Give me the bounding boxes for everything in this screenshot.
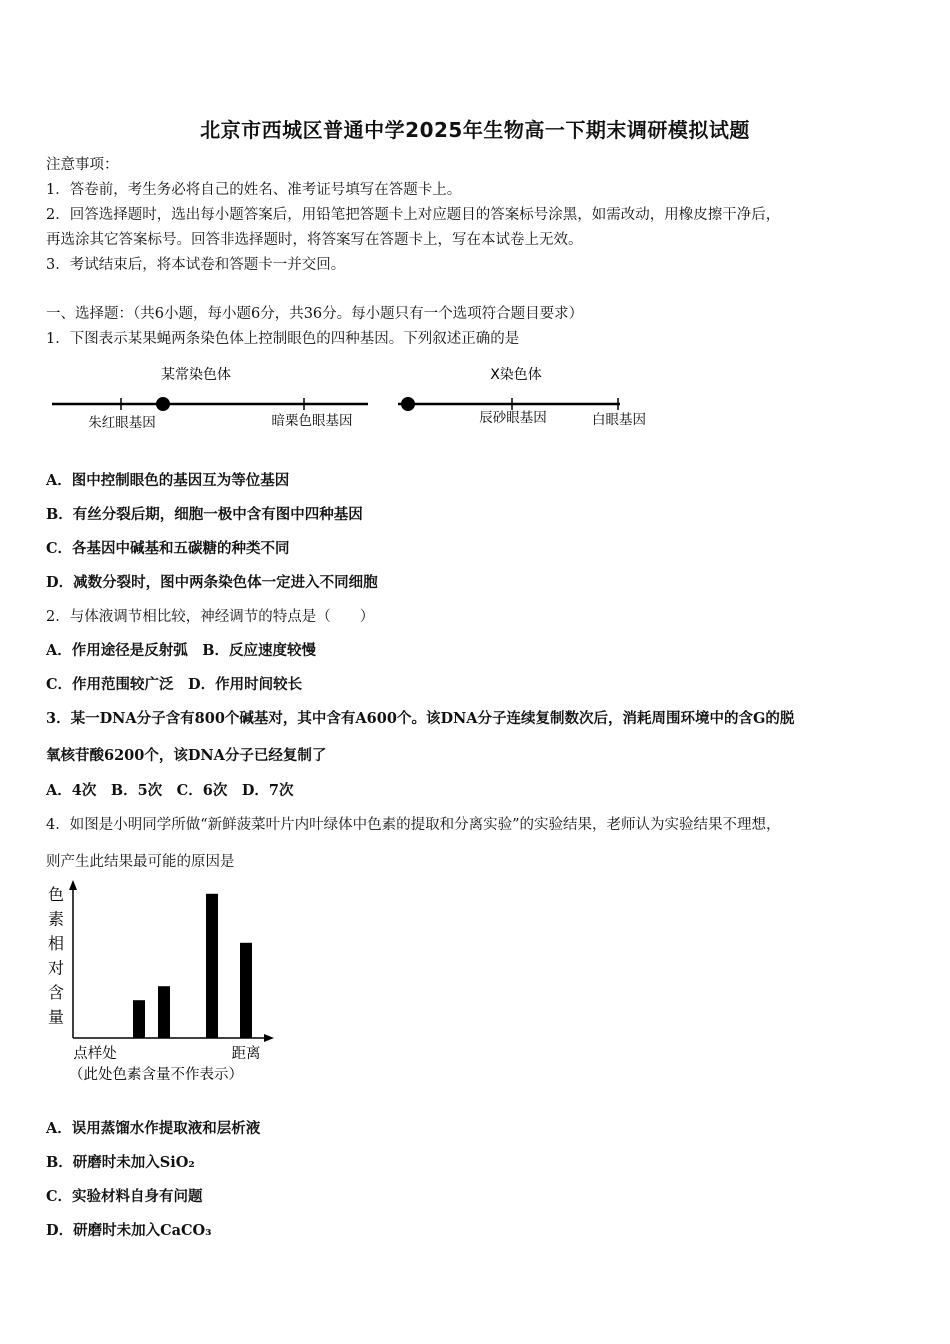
x-axis-arrow xyxy=(264,1034,274,1042)
autosome-title: 某常染色体 xyxy=(161,367,231,383)
section-heading: 一、选择题：（共6小题，每小题6分，共36分。每小题只有一个选项符合题目要求） xyxy=(46,306,584,322)
q4-option: D．研磨时未加入CaCO₃ xyxy=(46,1222,212,1239)
question-2-stem: 2．与体液调节相比较，神经调节的特点是（ ） xyxy=(46,609,375,625)
x-axis-label: 距离 xyxy=(231,1046,261,1062)
bar-3 xyxy=(206,894,218,1038)
bar-4 xyxy=(240,943,252,1038)
gene-label: 辰砂眼基因 xyxy=(479,410,547,426)
bar-1 xyxy=(133,1000,145,1038)
autosome-centromere xyxy=(156,397,170,411)
pigment-chart xyxy=(44,876,284,1092)
question-4-stem: 4．如图是小明同学所做“新鲜菠菜叶片内叶绿体中色素的提取和分离实验”的实验结果，老师认为实验结果不理想， xyxy=(46,817,781,833)
q2-options: C．作用范围较广泛 D．作用时间较长 xyxy=(46,676,303,693)
x-centromere xyxy=(401,397,415,411)
notice-item: 再选涂其它答案标号。回答非选择题时，将答案写在答题卡上，写在本试卷上无效。 xyxy=(46,232,583,248)
q2-options: A．作用途径是反射弧 B．反应速度较慢 xyxy=(46,642,317,659)
q1-option: C．各基因中碱基和五碳糖的种类不同 xyxy=(46,540,290,557)
q3-options: A．4次 B．5次 C．6次 D．7次 xyxy=(46,782,294,799)
q4-option: C．实验材料自身有问题 xyxy=(46,1188,203,1205)
notice-item: 1．答卷前，考生务必将自己的姓名、准考证号填写在答题卡上。 xyxy=(46,182,462,198)
chart-note: （此处色素含量不作表示） xyxy=(69,1067,243,1083)
q1-option: B．有丝分裂后期，细胞一极中含有图中四种基因 xyxy=(46,506,363,523)
notice-heading: 注意事项： xyxy=(46,157,119,173)
y-axis-label: 色素相对含量 xyxy=(48,885,65,1027)
question-3-stem: 3．某一DNA分子含有800个碱基对，其中含有A600个。该DNA分子连续复制数次后，消耗周围环境中的含G的脱 xyxy=(46,710,795,727)
notice-item: 3．考试结束后，将本试卷和答题卡一并交回。 xyxy=(46,257,346,273)
gene-label: 朱红眼基因 xyxy=(88,415,156,431)
q4-option: A．误用蒸馏水作提取液和层析液 xyxy=(46,1120,261,1137)
q1-option: A．图中控制眼色的基因互为等位基因 xyxy=(46,472,290,489)
x-chromosome-title: X染色体 xyxy=(490,367,542,383)
bar-2 xyxy=(158,986,170,1038)
question-4-stem: 则产生此结果最可能的原因是 xyxy=(46,854,235,870)
page-title: 北京市西城区普通中学2025年生物高一下期末调研模拟试题 xyxy=(200,118,750,142)
question-3-stem: 氧核苷酸6200个，该DNA分子已经复制了 xyxy=(46,747,327,764)
chromosome-figure xyxy=(46,358,666,438)
gene-label: 暗栗色眼基因 xyxy=(271,413,353,429)
notice-item: 2．回答选择题时，选出每小题答案后，用铅笔把答题卡上对应题目的答案标号涂黑，如需改动，用橡皮擦干净后， xyxy=(46,207,781,223)
origin-label: 点样处 xyxy=(73,1046,117,1062)
q1-option: D．减数分裂时，图中两条染色体一定进入不同细胞 xyxy=(46,574,378,591)
question-1-stem: 1．下图表示某果蝇两条染色体上控制眼色的四种基因。下列叙述正确的是 xyxy=(46,331,520,347)
y-axis-arrow xyxy=(69,880,77,890)
q4-option: B．研磨时未加入SiO₂ xyxy=(46,1154,195,1171)
gene-label: 白眼基因 xyxy=(592,412,646,428)
